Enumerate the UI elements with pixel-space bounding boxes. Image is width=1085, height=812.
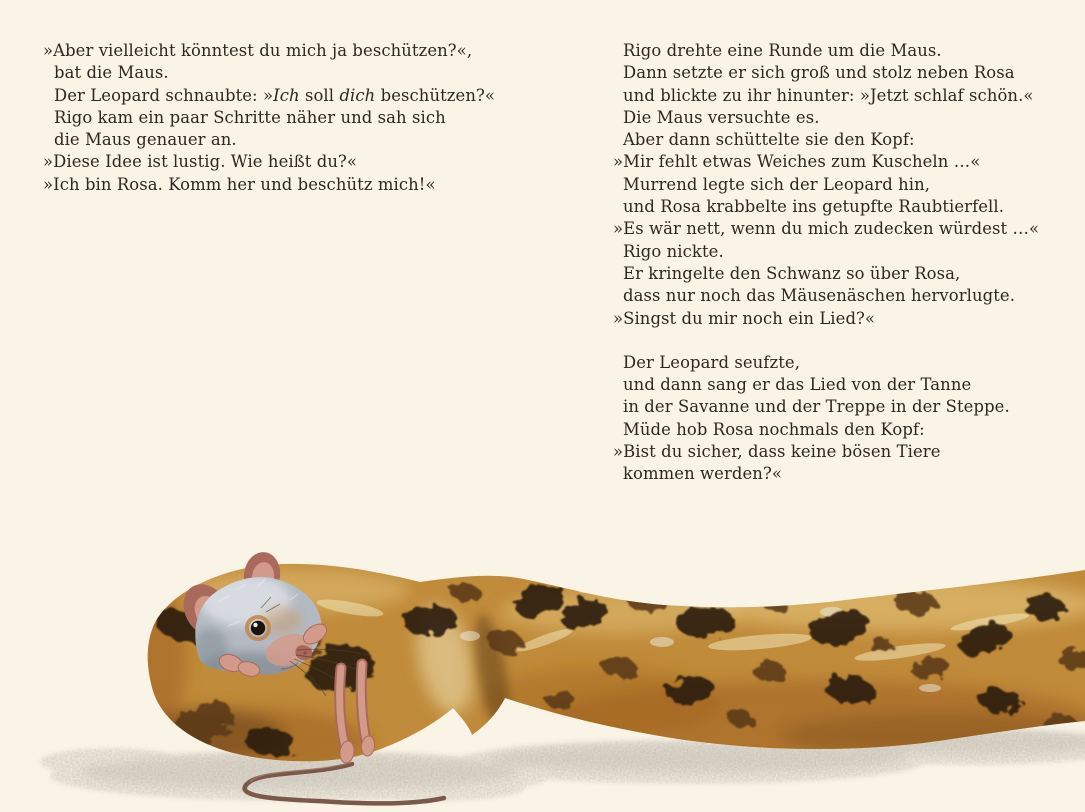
story-line: Der Leopard schnaubte: »Ich soll dich beschützen?« bbox=[54, 85, 496, 105]
story-line: Rigo kam ein paar Schritte näher und sah sich bbox=[54, 107, 446, 127]
story-line: »Aber vielleicht könntest du mich ja beschützen?«, bbox=[43, 41, 473, 60]
story-line: »Singst du mir noch ein Lied?« bbox=[613, 308, 876, 328]
story-line: Dann setzte er sich groß und stolz neben Rosa bbox=[623, 63, 1015, 83]
story-line: Rigo drehte eine Runde um die Maus. bbox=[623, 41, 942, 60]
story-line: und dann sang er das Lied von der Tanne bbox=[623, 375, 972, 395]
story-line: dass nur noch das Mäusenäschen hervorlugte. bbox=[623, 286, 1016, 306]
story-line: Der Leopard seufzte, bbox=[623, 352, 801, 372]
story-line: die Maus genauer an. bbox=[54, 130, 237, 150]
story-line: »Mir fehlt etwas Weiches zum Kuscheln …« bbox=[613, 152, 981, 172]
story-line: kommen werden?« bbox=[623, 464, 782, 484]
story-line: bat die Maus. bbox=[54, 63, 169, 83]
story-line: und blickte zu ihr hinunter: »Jetzt schlaf schön.« bbox=[623, 85, 1034, 105]
story-line: Murrend legte sich der Leopard hin, bbox=[623, 174, 931, 194]
story-line: »Diese Idee ist lustig. Wie heißt du?« bbox=[43, 152, 358, 172]
story-line: »Bist du sicher, dass keine bösen Tiere bbox=[613, 442, 941, 462]
story-line: Aber dann schüttelte sie den Kopf: bbox=[623, 130, 915, 150]
story-line: Rigo nickte. bbox=[623, 241, 724, 261]
story-line: Er kringelte den Schwanz so über Rosa, bbox=[623, 263, 961, 283]
story-line: und Rosa krabbelte ins getupfte Raubtierfell. bbox=[623, 197, 1005, 217]
story-line: in der Savanne und der Treppe in der Steppe. bbox=[623, 397, 1010, 417]
story-line: Die Maus versuchte es. bbox=[623, 107, 820, 127]
story-line: »Ich bin Rosa. Komm her und beschütz mich!« bbox=[43, 174, 436, 194]
story-line: »Es wär nett, wenn du mich zudecken würdest …« bbox=[613, 219, 1040, 239]
story-line: Müde hob Rosa nochmals den Kopf: bbox=[623, 419, 925, 439]
